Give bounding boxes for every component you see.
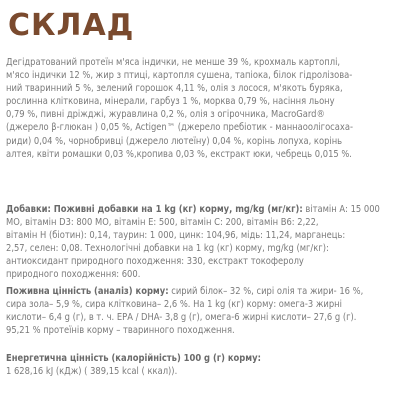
analysis-label: Поживна цінність (аналіз) корму: — [6, 286, 169, 297]
additives-line: вітамін Н (біотин): 0,14, таурин: 1 000, цинк: 104,96, мідь: 11,24, марганець: — [6, 230, 346, 242]
additives-line: природного походження: 600. — [6, 269, 141, 281]
ingredients-line: (джерело β-глюкан ) 0,05 %, Actigen™ (джерело пребіотик - маннаоолігосаха- — [6, 122, 353, 134]
additives-line: МО, вітамін D3: 800 МО, вітамін Е: 500, вітамін С: 200, вітамін В6: 2,22, — [6, 217, 319, 229]
additives-first-line-text: вітамін А: 15 000 — [302, 204, 380, 215]
analysis-first-line-text: сирий білок– 32 %, сирі олія та жири- 16 %, — [168, 286, 364, 297]
additives-first-line — [6, 203, 394, 216]
analysis-line: 95,21 % протеїнів корму – тваринного походження. — [6, 325, 235, 337]
additives-label: Добавки: Поживні добавки на 1 kg (кг) корму, mg/kg (мг/кг): — [6, 204, 303, 215]
additives-line: антиоксидант природного походження: 330, екстракт токоферолу — [6, 256, 304, 268]
analysis-line: сира зола– 5,9 %, сира клітковина– 2,6 %. На 1 kg (кг) корму: омега-3 жирні — [6, 299, 342, 311]
ingredients-line: 0,79 %, пивні дріжджі, журавлина 0,2 %, олія з огірочника, MacroGard® — [6, 109, 325, 121]
ingredients-line: ний тваринний 5 %, зелений горошок 4,11 %, олія з лосося, м'якоть буряка, — [6, 83, 343, 95]
ingredients-line: риди) 0,04 %, чорнобривці (джерело лютеїну) 0,04 %, корінь лопуха, корінь — [6, 135, 343, 147]
analysis-line: кислоти– 6,4 g (г), в т. ч. ЕРА / DHA- 3,8 g (г), омега-6 жирні кислоти– 27,6 g (г). — [6, 312, 357, 324]
ingredients-line: рослинна клітковина, мінерали, гарбуз 1 %, морква 0,79 %, насіння льону — [6, 96, 335, 108]
analysis-section — [6, 285, 394, 337]
ingredients-line: Дегідратований протеїн м'яса індички, не менше 39 %, крохмаль картоплі, — [6, 57, 341, 68]
energy-value: 1 628,16 kJ (кДж) ( 389,15 kcal ( ккал)). — [6, 366, 178, 378]
additives-section — [6, 203, 394, 282]
additives-line: 2,57, селен: 0,08. Технологічні добавки на 1 kg (кг) корму, mg/kg (мг/кг): — [6, 243, 329, 255]
energy-section — [6, 352, 394, 378]
ingredients-line: м'ясо індички 12 %, жир з птиці, картопля сушена, тапіока, білок гідролізова- — [6, 70, 353, 82]
ingredients-section — [6, 56, 394, 161]
page-title: СКЛАД — [8, 8, 135, 43]
energy-label: Енергетична цінність (калорійність) 100 g (г) корму: — [6, 353, 261, 364]
analysis-first-line — [6, 285, 394, 298]
ingredients-line: алтея, квіти ромашки 0,03 %,кропива 0,03 %, екстракт юки, чебрець 0,015 %. — [6, 148, 352, 160]
